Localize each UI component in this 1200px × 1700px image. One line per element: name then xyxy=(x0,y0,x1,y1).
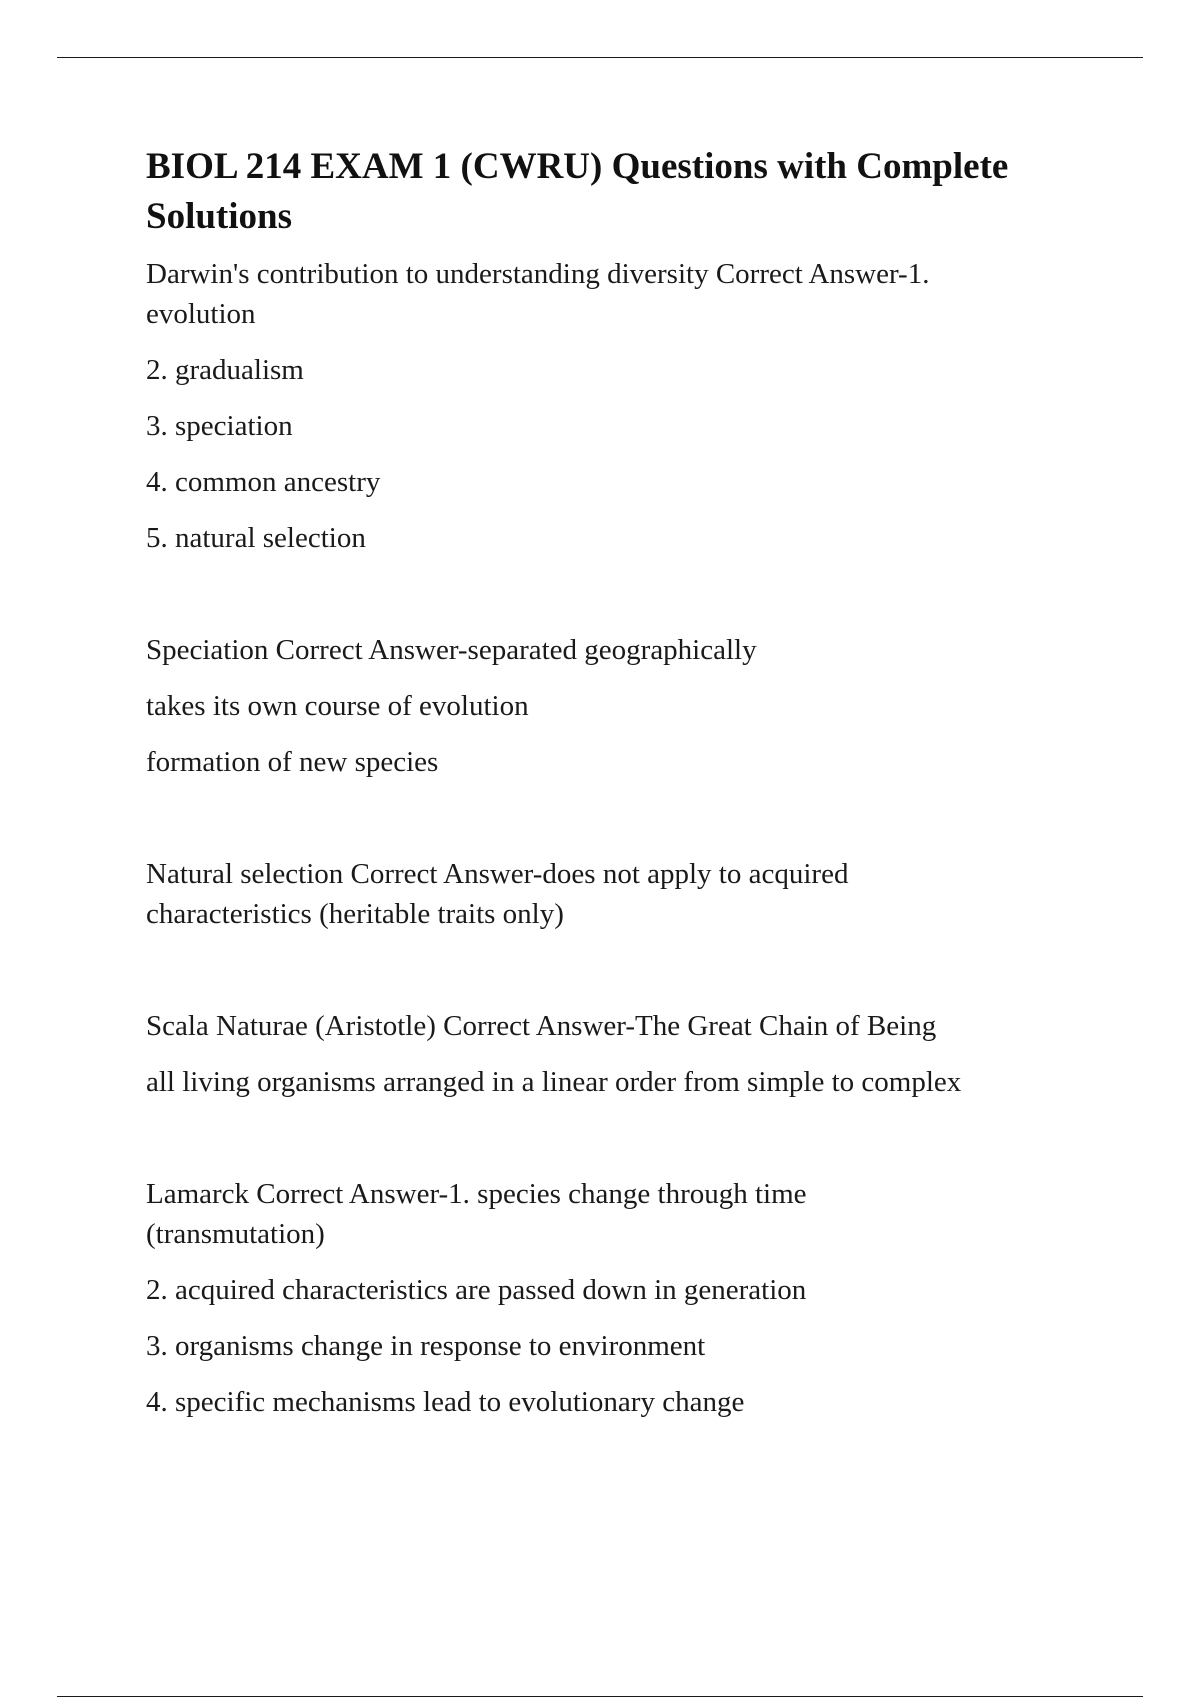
entry-line: 3. speciation xyxy=(146,410,293,442)
entry-spacer xyxy=(146,574,1096,630)
entry-darwin xyxy=(146,254,1096,558)
entry-line: 4. common ancestry xyxy=(146,466,381,498)
entry-line: 2. acquired characteristics are passed down in generation xyxy=(146,1274,807,1306)
entry-spacer xyxy=(146,1118,1096,1174)
entry-line: formation of new species xyxy=(146,746,439,778)
entry-line: 4. specific mechanisms lead to evolutionary change xyxy=(146,1386,745,1418)
document-body xyxy=(146,142,1096,1438)
entry-line: 2. gradualism xyxy=(146,354,304,386)
document-title: BIOL 214 EXAM 1 (CWRU) Questions with Complete Solutions xyxy=(146,146,1009,237)
entry-lamarck xyxy=(146,1174,1096,1422)
entry-speciation xyxy=(146,630,1096,782)
entry-line: Lamarck Correct Answer-1. species change through time (transmutation) xyxy=(146,1178,807,1250)
entry-natural-selection xyxy=(146,854,1096,934)
entry-line: takes its own course of evolution xyxy=(146,690,529,722)
entry-line: Speciation Correct Answer-separated geographically xyxy=(146,634,757,666)
entry-line: Natural selection Correct Answer-does not apply to acquired characteristics (heritable traits only) xyxy=(146,858,849,930)
entry-line: Darwin's contribution to understanding diversity Correct Answer-1. evolution xyxy=(146,258,930,330)
entry-spacer xyxy=(146,798,1096,854)
entry-line: 3. organisms change in response to environment xyxy=(146,1330,706,1362)
entry-line: all living organisms arranged in a linear order from simple to complex xyxy=(146,1066,962,1098)
entry-line: Scala Naturae (Aristotle) Correct Answer-The Great Chain of Being xyxy=(146,1010,937,1042)
entry-scala-naturae xyxy=(146,1006,1096,1102)
bottom-rule xyxy=(57,1696,1143,1697)
entry-spacer xyxy=(146,950,1096,1006)
entry-line: 5. natural selection xyxy=(146,522,366,554)
top-rule xyxy=(57,57,1143,58)
